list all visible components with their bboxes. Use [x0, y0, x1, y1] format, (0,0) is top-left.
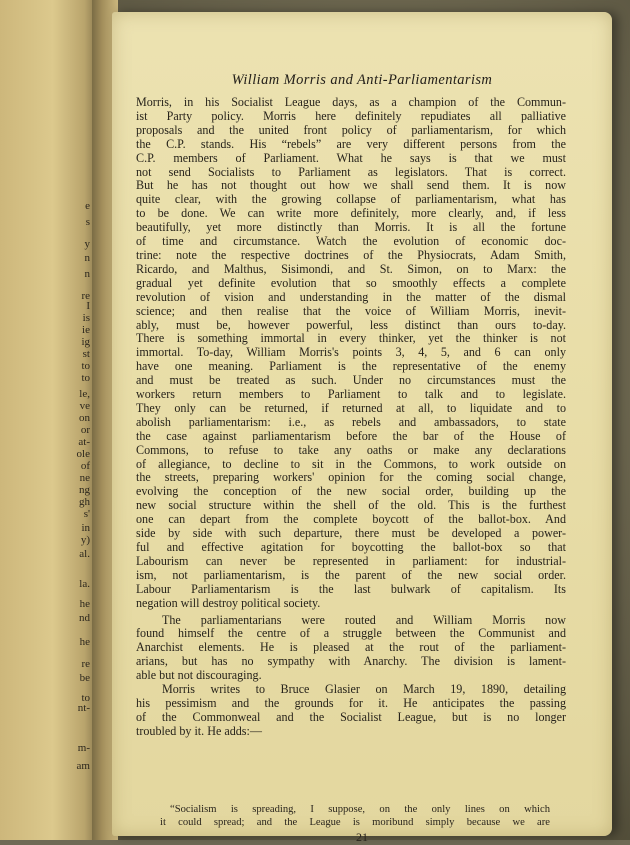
text-line: ably, must be, however powerful, less distinct than ours to-day.: [136, 317, 566, 332]
text-line: side by side with such departure, there must be developed a power-: [136, 526, 566, 541]
text-line: Labour Parliamentarism is the last bulwark of capitalism. Its: [136, 581, 566, 596]
text-line: and must be treated as such. Under no circumstances must the: [136, 373, 566, 388]
left-page-fragment: to: [81, 692, 90, 704]
text-line: one can depart from the complete boycott of the ballot-box. And: [136, 512, 566, 527]
text-line: immortal. To-day, William Morris's points 3, 4, 5, and 6 can only: [136, 345, 566, 360]
text-line: have one meaning. Parliament is the representative of the enemy: [136, 359, 566, 374]
left-page-fragment: of: [80, 460, 90, 472]
text-line: Commons, to refuse to take any oaths or make any declarations: [136, 442, 566, 457]
left-page-fragment: in: [81, 522, 90, 534]
text-line: ism, not parliamentarism, is the parent of the new social order.: [136, 567, 566, 582]
text-line: negation will destroy political society.: [136, 595, 321, 610]
text-line: not send Socialists to Parliament as legislators. That is correct.: [136, 164, 566, 179]
text-line: troubled by it. He adds:—: [136, 723, 262, 738]
left-page-fragment: s: [85, 216, 90, 228]
left-page-fragment: is: [82, 312, 90, 324]
text-line: gradual yet definite evolution that so smoothly effects a complete: [136, 275, 566, 290]
text-line: his pessimism and the grounds for it. He anticipates the passing: [136, 695, 566, 710]
block-quote: [160, 804, 550, 830]
left-page-fragment: y: [84, 238, 90, 250]
text-line: workers return members to Parliament to talk and to legislate.: [136, 387, 566, 402]
left-page-fragment: he: [79, 598, 90, 610]
left-page-fragment: nd: [79, 612, 90, 624]
left-page-fragment: re: [81, 290, 90, 302]
book-page: [112, 12, 612, 844]
text-line: Morris, in his Socialist League days, as a champion of the Commun-: [136, 95, 566, 109]
left-page-fragment: at-: [78, 436, 90, 448]
left-page-fragment: ve: [79, 400, 90, 412]
text-line: C.P. members of Parliament. What he says is that we must: [136, 150, 566, 165]
text-line: of allegiance, to decline to sit in the Commons, to work outside on: [136, 456, 566, 471]
left-page-fragment: ig: [81, 336, 90, 348]
left-page-fragment: n: [84, 252, 90, 264]
left-page-fragment: ne: [79, 472, 90, 484]
left-page-fragment: s': [83, 508, 90, 520]
left-page-fragment: or: [80, 424, 90, 436]
left-page-fragment: am: [76, 760, 90, 772]
text-line: proposals and the united front policy of parliamentarism, for which: [136, 122, 566, 137]
quote-line: it could spread; and the League is moribund simply because we are: [160, 816, 550, 828]
running-head: William Morris and Anti-Parliamentarism: [231, 72, 493, 88]
text-line: quite clear, with the growing collapse of parliamentarism, what has: [136, 192, 566, 207]
left-page-edge: [0, 0, 96, 840]
paragraph-1: [136, 96, 566, 611]
left-page-fragment: he: [79, 636, 90, 648]
text-line: the C.P. stands. His “rebels” are very different persons from the: [136, 136, 566, 151]
text-line: revolution of vision and understanding in the matter of the dismal: [136, 289, 566, 304]
text-line: to be done. We can write more definitely, more clearly, and, if less: [136, 206, 566, 221]
text-line: Labourism can never be represented in parliament: for industrial-: [136, 553, 566, 568]
quote-line: “Socialism is spreading, I suppose, on the only lines on which: [170, 804, 550, 815]
left-page-fragment: to: [81, 372, 90, 384]
text-line: beautifully, yet more distinctly than Morris. It is all the fortune: [136, 220, 566, 235]
left-page-fragment: ng: [79, 484, 90, 496]
left-page-fragment: nt-: [77, 702, 90, 714]
left-page-fragment: be: [79, 672, 90, 684]
text-line: evolving the conception of the new social order, building up the: [136, 484, 566, 499]
text-line: arians, but has no sympathy with Anarchy. The division is lament-: [136, 654, 566, 669]
text-line: trine: note the respective doctrines of the Physiocrats, Adam Smith,: [136, 247, 566, 262]
left-page-fragment: e: [85, 200, 90, 212]
left-page-fragment: to: [81, 360, 90, 372]
left-page-fragment: ie: [82, 324, 90, 336]
left-page-fragment: y): [80, 534, 90, 546]
left-page-fragment: n: [84, 268, 90, 280]
text-line: science; and then realise that the voice of William Morris, inevit-: [136, 303, 566, 318]
text-line: But he has not thought out how we shall send them. It is now: [136, 178, 566, 193]
text-line: abolish parliamentarism: i.e., as rebels and ambassadors, to state: [136, 414, 566, 429]
text-line: the streets, preparing workers' opinion for the coming social change,: [136, 470, 566, 485]
left-page-fragment: gh: [79, 496, 90, 508]
text-line: of time and circumstance. Watch the evolution of economic doc-: [136, 234, 566, 249]
left-page-fragment: I: [86, 300, 90, 312]
text-line: The parliamentarians were routed and William Morris now: [162, 612, 566, 627]
text-line: Anarchist elements. He is pleased at the rout of the parliament-: [136, 640, 566, 655]
text-line: They only can be returned, if returned at all, to liquidate and to: [136, 400, 566, 415]
left-page-fragment: la.: [79, 578, 90, 590]
left-page-fragment: le,: [79, 388, 90, 400]
text-line: ful and effective agitation for boycotting the ballot-box so that: [136, 540, 566, 554]
paragraph-2: [136, 614, 566, 684]
text-line: There is something immortal in every thinker, yet the thinker is not: [136, 331, 566, 346]
page-number: 21: [356, 830, 368, 844]
text-line: able but not discouraging.: [136, 668, 262, 683]
left-page-fragment: on: [79, 412, 90, 424]
text-line: Ricardo, and Malthus, Sisimondi, and St. Simon, on to Marx: the: [136, 261, 566, 276]
paragraph-3: [136, 683, 566, 739]
text-line: of the Commonweal and the Socialist League, but is no longer: [136, 709, 566, 724]
body-text: [136, 96, 566, 739]
left-page-fragment: m-: [77, 742, 90, 754]
left-page-fragment: st: [82, 348, 90, 360]
left-page-fragment: al.: [79, 548, 90, 560]
left-page-fragment: ole: [76, 448, 90, 460]
text-line: found himself the centre of a struggle between the Communist and: [136, 626, 566, 641]
text-line: Morris writes to Bruce Glasier on March 19, 1890, detailing: [162, 682, 566, 697]
text-line: the case against parliamentarism before the bar of the House of: [136, 428, 566, 443]
left-page-fragment: re: [81, 658, 90, 670]
text-line: new social structure within the shell of the old. This is the furthest: [136, 498, 566, 513]
text-line: ist Party policy. Morris here definitely repudiates all palliative: [136, 108, 566, 123]
